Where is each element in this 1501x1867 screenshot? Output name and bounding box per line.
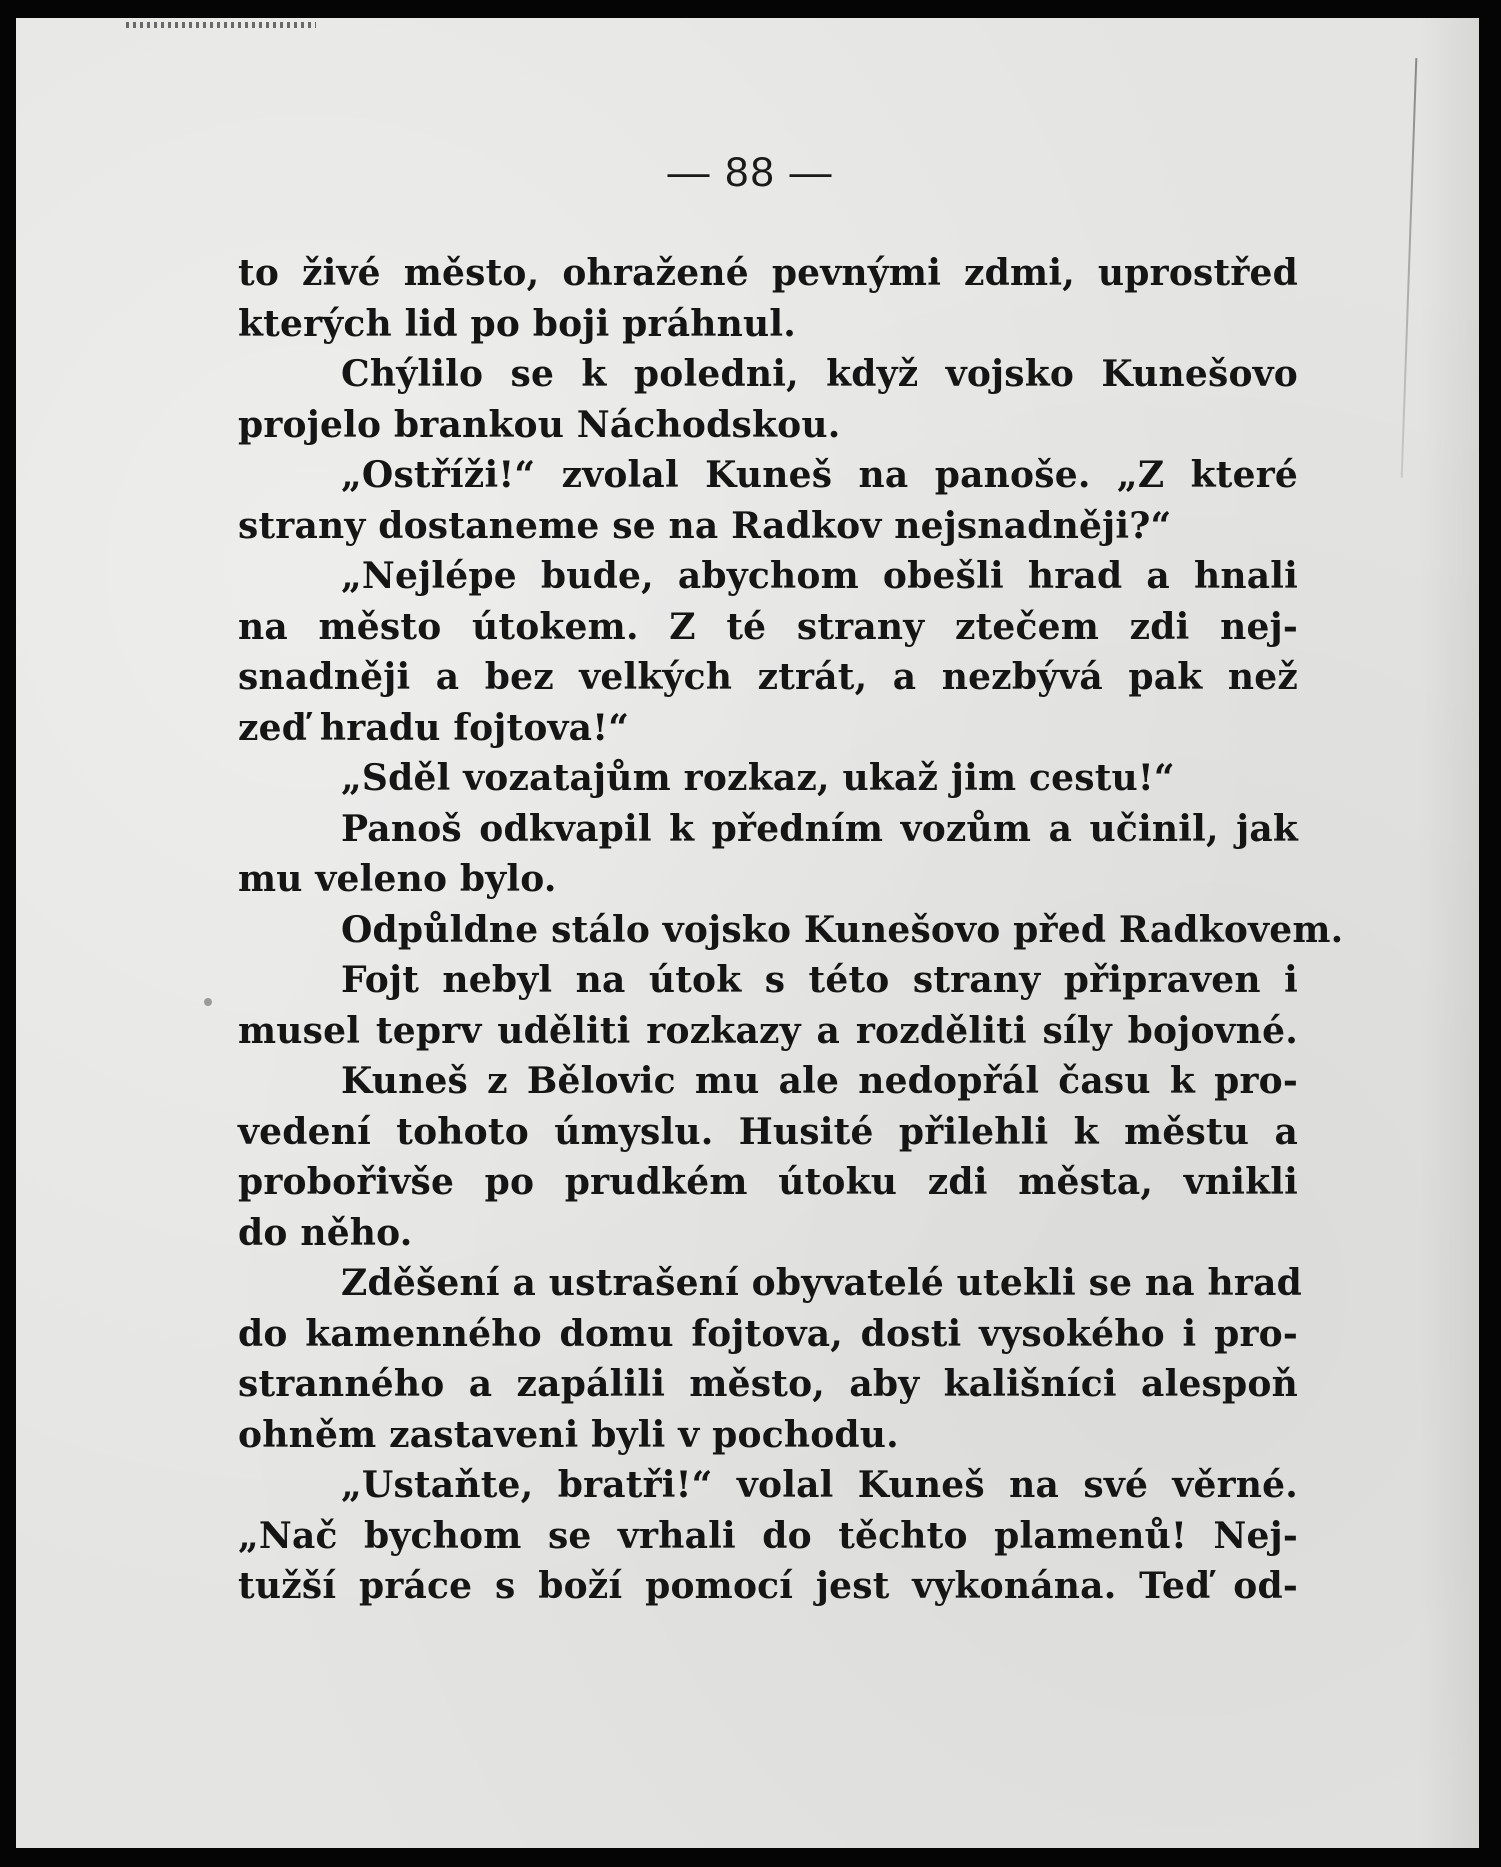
- text-line: kterých lid po boji práhnul.: [238, 302, 796, 345]
- text-line: do něho.: [238, 1211, 413, 1254]
- text-line: strany dostaneme se na Radkov nejsnadněji?“: [238, 504, 1172, 547]
- text-line: „Ustaňte, bratři!“ volal Kuneš na své věrné.: [341, 1464, 1298, 1506]
- text-line: stranného a zapálili město, aby kališníci alespoň: [238, 1363, 1298, 1405]
- text-line: „Ostříži!“ zvolal Kuneš na panoše. „Z které: [341, 454, 1298, 496]
- page-edge-shadow: [1419, 18, 1479, 1848]
- text-line: „Nač bychom se vrhali do těchto plamenů! Nej-: [238, 1514, 1298, 1557]
- page-number: — 88 —: [667, 148, 834, 195]
- text-line: probořivše po prudkém útoku zdi města, vnikli: [238, 1161, 1298, 1203]
- text-line: „Nejlépe bude, abychom obešli hrad a hnali: [341, 555, 1298, 597]
- text-line: „Sděl vozatajům rozkaz, ukaž jim cestu!“: [341, 757, 1175, 799]
- margin-speck: [204, 998, 212, 1006]
- text-line: vedení tohoto úmyslu. Husité přilehli k městu a: [238, 1110, 1298, 1153]
- text-line: mu veleno bylo.: [238, 858, 557, 900]
- page-fold-line: [1401, 58, 1418, 478]
- text-line: na město útokem. Z té strany ztečem zdi nej-: [238, 605, 1298, 648]
- body-text: [238, 248, 1344, 1612]
- text-line: to živé město, ohražené pevnými zdmi, uprostřed: [238, 252, 1298, 294]
- text-line: projelo brankou Náchodskou.: [238, 403, 841, 446]
- text-line: Kuneš z Bělovic mu ale nedopřál času k pro-: [341, 1060, 1298, 1102]
- text-line: tužší práce s boží pomocí jest vykonána. Teď od-: [238, 1565, 1298, 1607]
- text-line: Zděšení a ustrašení obyvatelé utekli se na hrad: [341, 1262, 1302, 1304]
- text-line: musel teprv uděliti rozkazy a rozděliti síly bojovné.: [238, 1009, 1298, 1052]
- top-edge-scratch: [126, 22, 316, 28]
- text-line: Panoš odkvapil k předním vozům a učinil, jak: [341, 807, 1298, 850]
- text-line: snadněji a bez velkých ztrát, a nezbývá pak než: [238, 656, 1298, 698]
- text-line: zeď hradu fojtova!“: [238, 706, 630, 749]
- text-line: Chýlilo se k poledni, když vojsko Kunešovo: [341, 353, 1298, 395]
- text-line: Odpůldne stálo vojsko Kunešovo před Radkovem.: [341, 908, 1344, 951]
- text-line: do kamenného domu fojtova, dosti vysokého i pro-: [238, 1312, 1298, 1355]
- text-line: ohněm zastaveni byli v pochodu.: [238, 1413, 899, 1456]
- text-line: Fojt nebyl na útok s této strany připraven i: [341, 959, 1298, 1001]
